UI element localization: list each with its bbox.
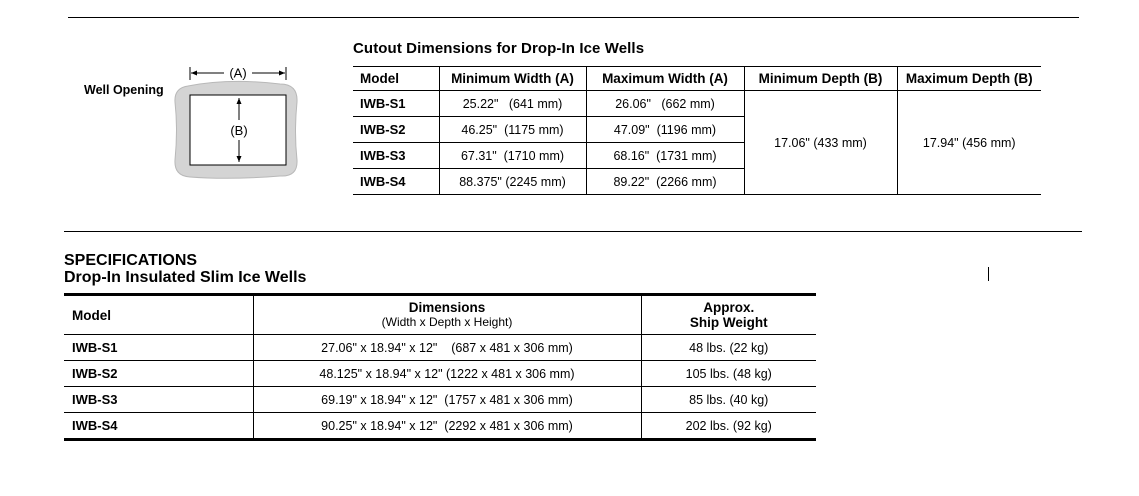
cutout-min-width: 25.22" (641 mm) [439,91,586,117]
cutout-model: IWB-S2 [353,117,439,143]
cutout-min-width: 46.25" (1175 mm) [439,117,586,143]
spec-header-weight-line1: Approx. [703,300,755,315]
cutout-header-max-depth: Maximum Depth (B) [897,67,1041,91]
cutout-header-max-width: Maximum Width (A) [586,67,744,91]
cutout-header-model: Model [353,67,439,91]
text-cursor [988,267,989,281]
depth-marker: (B) [230,123,248,138]
spec-weight: 48 lbs. (22 kg) [641,335,816,361]
spec-dimensions: 69.19" x 18.94" x 12" (1757 x 481 x 306 mm) [253,387,641,413]
spec-model: IWB-S2 [64,361,253,387]
specifications-table [64,293,816,441]
cutout-model: IWB-S1 [353,91,439,117]
cutout-header-min-depth: Minimum Depth (B) [744,67,897,91]
table-row [64,387,816,413]
cutout-max-width: 68.16" (1731 mm) [586,143,744,169]
cutout-header-min-width: Minimum Width (A) [439,67,586,91]
cutout-table [353,66,1041,195]
table-row [353,91,1041,117]
well-opening-label: Well Opening [84,83,164,97]
cutout-max-width: 89.22" (2266 mm) [586,169,744,195]
table-row [64,413,816,440]
spec-dimensions: 48.125" x 18.94" x 12" (1222 x 481 x 306 mm) [253,361,641,387]
table-row [64,361,816,387]
top-divider [68,17,1079,18]
cutout-min-width: 67.31" (1710 mm) [439,143,586,169]
cutout-max-depth: 17.94" (456 mm) [897,91,1041,195]
spec-header-dimensions [253,295,641,335]
spec-header-weight [641,295,816,335]
cutout-min-depth: 17.06" (433 mm) [744,91,897,195]
spec-dimensions: 90.25" x 18.94" x 12" (2292 x 481 x 306 mm) [253,413,641,440]
specifications-title: SPECIFICATIONS [64,252,198,269]
cutout-model: IWB-S4 [353,169,439,195]
spec-weight: 202 lbs. (92 kg) [641,413,816,440]
spec-weight: 85 lbs. (40 kg) [641,387,816,413]
spec-model: IWB-S3 [64,387,253,413]
spec-model: IWB-S4 [64,413,253,440]
spec-header-row [64,295,816,335]
section-divider [64,231,1082,232]
cutout-max-width: 26.06" (662 mm) [586,91,744,117]
cutout-max-width: 47.09" (1196 mm) [586,117,744,143]
well-opening-diagram [170,62,305,184]
cutout-min-width: 88.375" (2245 mm) [439,169,586,195]
cutout-title: Cutout Dimensions for Drop-In Ice Wells [353,40,645,57]
spec-model: IWB-S1 [64,335,253,361]
spec-weight: 105 lbs. (48 kg) [641,361,816,387]
spec-header-model: Model [72,307,111,323]
spec-header-weight-line2: Ship Weight [689,315,768,330]
width-marker: (A) [229,65,247,81]
spec-header-dimensions-sub: (Width x Depth x Height) [381,315,513,329]
spec-header-dimensions-label: Dimensions [408,300,486,315]
table-row [64,335,816,361]
cutout-model: IWB-S3 [353,143,439,169]
cutout-header-row [353,67,1041,91]
spec-dimensions: 27.06" x 18.94" x 12" (687 x 481 x 306 mm) [253,335,641,361]
specifications-subtitle: Drop-In Insulated Slim Ice Wells [64,269,307,286]
